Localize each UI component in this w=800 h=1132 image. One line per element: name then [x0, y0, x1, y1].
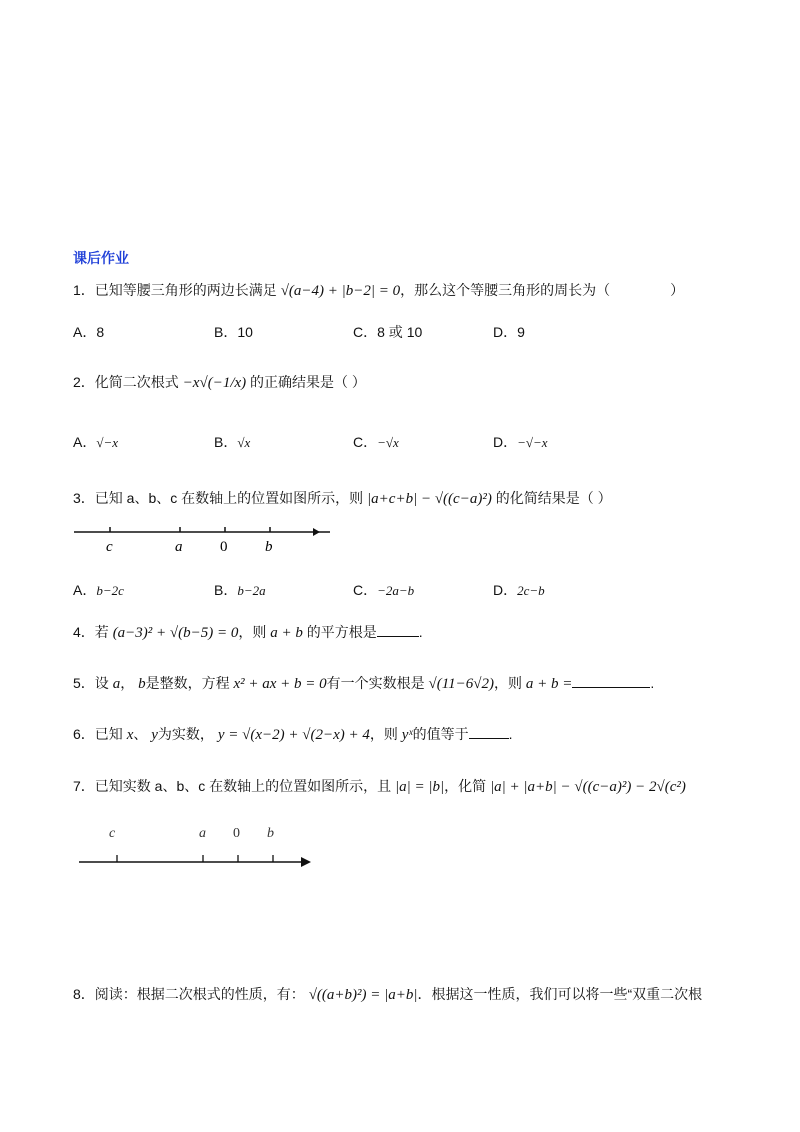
answer-blank[interactable]: [572, 673, 650, 688]
option-text: b−2a: [237, 583, 266, 598]
question-3: [73, 488, 612, 508]
question-text: 是整数，方程: [145, 675, 230, 691]
question-text: 为实数，: [157, 726, 214, 742]
axis-label-c: c: [106, 539, 113, 555]
math-expression: √(11−6√2): [428, 676, 495, 692]
option-text: 2c−b: [517, 583, 545, 598]
option-label: A．: [73, 582, 97, 598]
option-label: D．: [493, 324, 518, 340]
bracket: ）: [670, 282, 685, 298]
option-text: −√−x: [517, 435, 548, 450]
q1-option-b[interactable]: [214, 322, 253, 342]
option-text: √x: [237, 435, 251, 450]
question-5: [73, 673, 654, 693]
q3-option-b[interactable]: [214, 580, 266, 600]
math-expression: a + b =: [525, 676, 573, 692]
question-text: .: [650, 675, 655, 691]
question-7: [73, 776, 686, 796]
option-label: D．: [493, 582, 518, 598]
math-variable: b: [138, 676, 146, 692]
number-line-q3: [70, 518, 330, 558]
question-text: 已知实数 a、b、c 在数轴上的位置如图所示，且: [94, 778, 392, 794]
option-label: D．: [493, 434, 518, 450]
question-number: 2．: [73, 374, 95, 390]
question-text: 已知等腰三角形的两边长满足: [94, 282, 277, 298]
question-text: .: [508, 726, 513, 742]
question-text: ．根据这一性质，我们可以将一些“双重二次根: [417, 986, 703, 1002]
answer-blank[interactable]: [377, 622, 419, 637]
math-expression: y = √(x−2) + √(2−x) + 4: [217, 727, 370, 743]
question-number: 6．: [73, 726, 95, 742]
option-text: 10: [237, 324, 253, 340]
math-expression: (a−3)² + √(b−5) = 0: [112, 625, 239, 641]
question-text: 化简二次根式: [94, 374, 179, 390]
option-label: C．: [353, 582, 378, 598]
question-text: 的值等于: [412, 726, 469, 742]
question-number: 4．: [73, 624, 95, 640]
question-number: 3．: [73, 490, 95, 506]
question-text: 有一个实数根是: [326, 675, 425, 691]
option-text: √−x: [96, 435, 119, 450]
option-text: −√x: [377, 435, 399, 450]
math-variable: x: [126, 727, 134, 743]
option-label: B．: [214, 434, 238, 450]
q2-option-c[interactable]: [353, 432, 399, 452]
axis-label-b: b: [265, 539, 273, 555]
q1-option-a[interactable]: [73, 322, 104, 342]
axis-label-b: b: [267, 826, 274, 841]
option-text: −2a−b: [377, 583, 415, 598]
math-expression: √(a−4) + |b−2| = 0: [280, 283, 401, 299]
q2-option-d[interactable]: [493, 432, 548, 452]
question-text: 已知 a、b、c 在数轴上的位置如图所示，则: [94, 490, 364, 506]
question-number: 5．: [73, 675, 95, 691]
option-label: A．: [73, 324, 97, 340]
question-4: [73, 622, 423, 642]
answer-blank[interactable]: [469, 724, 509, 739]
question-text: 已知: [94, 726, 123, 742]
question-1: [73, 280, 684, 300]
option-label: B．: [214, 582, 238, 598]
question-text: ，则: [494, 675, 523, 691]
question-number: 7．: [73, 778, 95, 794]
question-text: 若: [94, 624, 109, 640]
option-label: C．: [353, 434, 378, 450]
math-expression: √((a+b)²) = |a+b|: [308, 987, 418, 1003]
math-expression: yˣ: [401, 727, 413, 743]
question-text: ，化简: [444, 778, 487, 794]
math-expression: |a| = |b|: [395, 779, 445, 795]
axis-label-0: 0: [220, 539, 228, 555]
question-text: ，: [120, 675, 135, 691]
question-number: 1．: [73, 282, 95, 298]
option-label: B．: [214, 324, 238, 340]
question-text: 设: [94, 675, 109, 691]
question-text: 的正确结果是（ ）: [250, 374, 366, 390]
question-text: ，则: [369, 726, 398, 742]
math-expression: a + b: [270, 625, 303, 641]
section-title: 课后作业: [73, 250, 129, 266]
option-text: b−2c: [96, 583, 124, 598]
math-expression: x² + ax + b = 0: [233, 676, 327, 692]
q3-option-d[interactable]: [493, 580, 545, 600]
option-text: 8 或 10: [377, 324, 423, 340]
math-expression: −x√(−1/x): [182, 375, 247, 391]
question-text: ，则: [238, 624, 267, 640]
axis-label-a: a: [175, 539, 183, 555]
q3-option-a[interactable]: [73, 580, 124, 600]
question-text: ，那么这个等腰三角形的周长为（: [400, 282, 611, 298]
q2-option-a[interactable]: [73, 432, 118, 452]
math-expression: |a| + |a+b| − √((c−a)²) − 2√(c²): [490, 779, 686, 795]
q1-option-c[interactable]: [353, 322, 422, 342]
question-text: 的平方根是: [306, 624, 377, 640]
question-text: 的化简结果是（ ）: [495, 490, 612, 506]
math-variable: a: [112, 676, 121, 692]
option-text: 9: [517, 324, 525, 340]
math-variable: y: [151, 727, 158, 743]
axis-label-0: 0: [233, 826, 240, 841]
question-6: [73, 724, 513, 744]
question-number: 8．: [73, 986, 95, 1002]
option-label: A．: [73, 434, 97, 450]
axis-label-a: a: [199, 826, 206, 841]
math-expression: |a+c+b| − √((c−a)²): [367, 491, 492, 507]
option-label: C．: [353, 324, 378, 340]
question-2: [73, 372, 366, 392]
q3-option-c[interactable]: [353, 580, 414, 600]
q1-option-d[interactable]: [493, 322, 525, 342]
axis-label-c: c: [109, 826, 116, 841]
q2-option-b[interactable]: [214, 432, 250, 452]
question-text: 阅读：根据二次根式的性质，有：: [94, 986, 305, 1002]
question-text: 、: [133, 726, 148, 742]
option-text: 8: [96, 324, 105, 340]
question-text: .: [418, 624, 423, 640]
question-8: [73, 984, 702, 1004]
number-line-q7: [75, 822, 325, 872]
